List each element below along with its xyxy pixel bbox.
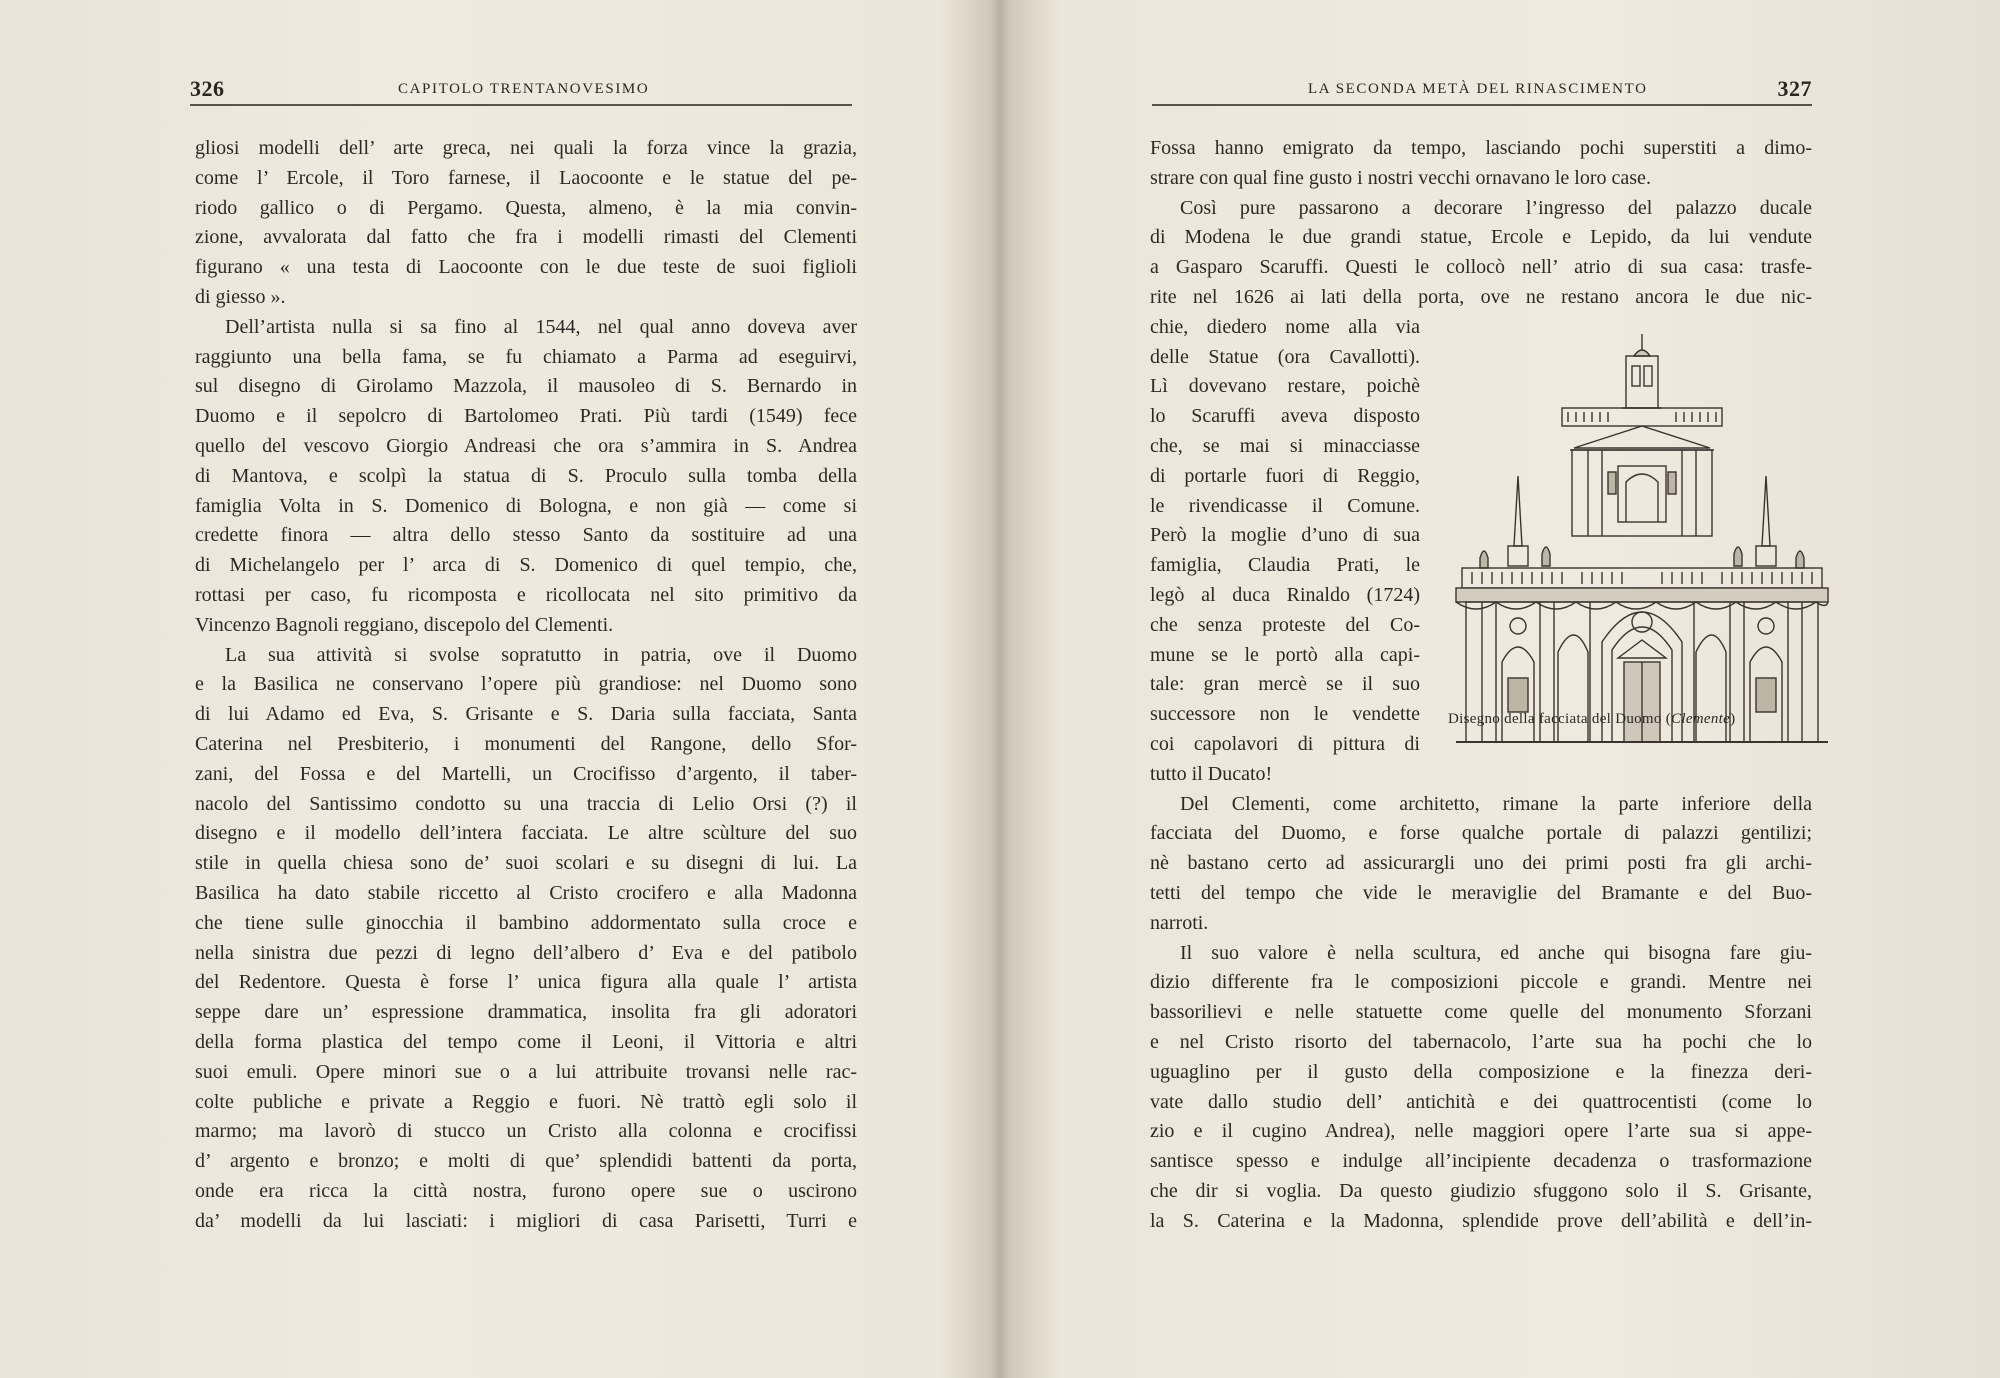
text-line: che senza proteste del Co-	[1150, 613, 1420, 636]
text-line: nè bastano certo ad assicurargli uno dei primi posti fra gli archi-	[1150, 852, 1812, 875]
text-line: da’ modelli da lui lasciati: i migliori di casa Parisetti, Turri e	[195, 1209, 857, 1232]
text-line: famiglia Volta in S. Domenico di Bologna, e non già — come si	[195, 494, 857, 517]
text-line: Dell’artista nulla si sa fino al 1544, nel qual anno doveva aver	[225, 315, 857, 338]
text-line: santisce spesso e indulge all’incipiente decadenza o trasformazione	[1150, 1150, 1812, 1173]
text-line: di lui Adamo ed Eva, S. Grisante e S. Daria sulla facciata, Santa	[195, 703, 857, 726]
text-line: suoi emuli. Opere minori sue o a lui attribuite trovansi nelle rac-	[195, 1060, 857, 1083]
caption-author: Clemente	[1671, 711, 1731, 727]
text-line: rottasi per caso, fu ricomposta e ricollocata nel sito primitivo da	[195, 583, 857, 606]
text-line: tale: gran mercè se il suo	[1150, 673, 1420, 696]
caption-close: )	[1730, 711, 1736, 727]
text-line: delle Statue (ora Cavallotti).	[1150, 345, 1420, 368]
text-line: facciata del Duomo, e forse qualche portale di palazzi gentilizi;	[1150, 822, 1812, 845]
text-line: che tiene sulle ginocchia il bambino addormentato sulla croce e	[195, 911, 857, 934]
left-body-text	[195, 134, 857, 1236]
text-line: zione, avvalorata dal fatto che fra i modelli rimasti del Clementi	[195, 226, 857, 249]
text-line: raggiunto una bella fama, se fu chiamato a Parma ad eseguirvi,	[195, 345, 857, 368]
caption-text: Disegno della facciata del Duomo (	[1448, 711, 1672, 727]
text-line: di portarle fuori di Reggio,	[1150, 464, 1420, 487]
right-running-header	[1152, 76, 1812, 106]
text-line: del Redentore. Questa è forse l’ unica figura alla quale l’ artista	[195, 971, 857, 994]
text-line: successore non le vendette	[1150, 703, 1420, 726]
right-running-head: LA SECONDA METÀ DEL RINASCIMENTO	[1308, 81, 1648, 97]
text-line: figurano « una testa di Laocoonte con le due teste de suoi figlioli	[195, 256, 857, 279]
text-line: Vincenzo Bagnoli reggiano, discepolo del Clementi.	[195, 613, 614, 636]
text-line: di giesso ».	[195, 285, 286, 308]
text-line: famiglia, Claudia Prati, le	[1150, 554, 1420, 577]
left-running-head: CAPITOLO TRENTANOVESIMO	[398, 81, 650, 97]
text-line: coi capolavori di pittura di	[1150, 732, 1420, 755]
text-line: narroti.	[1150, 911, 1209, 934]
text-line: rite nel 1626 ai lati della porta, ove ne restano ancora le due nic-	[1150, 285, 1812, 308]
text-line: Duomo e il sepolcro di Bartolomeo Prati. Più tardi (1549) fece	[195, 405, 857, 428]
text-line: uguaglino per il gusto della composizione e la finezza deri-	[1150, 1060, 1812, 1083]
text-line: la S. Caterina e la Madonna, splendide prove dell’abilità e dell’in-	[1150, 1209, 1812, 1232]
text-line: seppe dare un’ espressione drammatica, insolita fra gli adoratori	[195, 1001, 857, 1024]
text-line: Del Clementi, come architetto, rimane la parte inferiore della	[1180, 792, 1812, 815]
text-line: chie, diedero nome alla via	[1150, 315, 1420, 338]
text-line: gliosi modelli dell’ arte greca, nei quali la forza vince la grazia,	[195, 137, 857, 159]
text-line: a Gasparo Scaruffi. Questi le collocò nell’ atrio di sua casa: trasfe-	[1150, 256, 1812, 279]
text-line: riodo gallico o di Pergamo. Questa, almeno, è la mia convin-	[195, 196, 857, 219]
text-line: Basilica ha dato stabile riccetto al Cristo crocifero e alla Madonna	[195, 881, 857, 904]
text-line: di Modena le due grandi statue, Ercole e Lepido, da lui vendute	[1150, 226, 1812, 249]
text-line: e la Basilica ne conservano l’opere più grandiose: nel Duomo sono	[195, 673, 857, 696]
text-line: Lì dovevano restare, poichè	[1150, 375, 1420, 398]
text-line: onde era ricca la città nostra, furono opere sue o uscirono	[195, 1179, 857, 1202]
text-line: strare con qual fine gusto i nostri vecchi ornavano le loro case.	[1150, 166, 1651, 189]
text-line: Così pure passarono a decorare l’ingresso del palazzo ducale	[1180, 196, 1812, 219]
text-line: di Mantova, e scolpì la statua di S. Proculo sulla tomba della	[195, 464, 857, 487]
text-line: quello del vescovo Giorgio Andreasi che ora s’ammira in S. Andrea	[195, 434, 857, 457]
cathedral-facade-illustration	[1442, 326, 1832, 746]
text-line: credette finora — altra dello stesso Santo da sostituire ad una	[195, 524, 857, 547]
text-line: legò al duca Rinaldo (1724)	[1150, 583, 1420, 606]
text-line: bassorilievi e nelle statuette come quelle del monumento Sforzani	[1150, 1001, 1812, 1024]
text-line: sul disegno di Girolamo Mazzola, il mausoleo di S. Bernardo in	[195, 375, 857, 398]
text-line: che, se mai si minacciasse	[1150, 434, 1420, 457]
text-line: Il suo valore è nella scultura, ed anche qui bisogna fare giu-	[1180, 941, 1812, 964]
text-line: Fossa hanno emigrato da tempo, lasciando pochi superstiti a dimo-	[1150, 137, 1812, 159]
text-line: vate dallo studio dell’ antichità e dei quattrocentisti (come lo	[1150, 1090, 1812, 1113]
text-line: tetti del tempo che vide le meraviglie del Bramante e del Buo-	[1150, 881, 1812, 904]
text-line: lo Scaruffi aveva disposto	[1150, 405, 1420, 428]
figure-caption	[1448, 711, 1828, 728]
left-running-header	[190, 76, 852, 106]
text-line: nella sinistra due pezzi di legno dell’albero d’ Eva e del patibolo	[195, 941, 857, 964]
left-page	[0, 0, 990, 1378]
text-line: mune se le portò alla capi-	[1150, 643, 1420, 666]
text-line: La sua attività si svolse sopratutto in patria, ove il Duomo	[225, 643, 857, 666]
text-line: che dir si voglia. Da questo giudizio sfuggono solo il S. Grisante,	[1150, 1179, 1812, 1202]
text-line: disegno e il modello dell’intera facciata. Le altre scùlture del suo	[195, 822, 857, 845]
text-line: le rivendicasse il Comune.	[1150, 494, 1420, 517]
text-line: dizio differente fra le composizioni piccole e grandi. Mentre nei	[1150, 971, 1812, 994]
text-line: Però la moglie d’uno di sua	[1150, 524, 1420, 547]
text-line: di Michelangelo per l’ arca di S. Domenico di quel tempio, che,	[195, 554, 857, 577]
text-line: e nel Cristo risorto del tabernacolo, l’arte sua ha pochi che lo	[1150, 1030, 1812, 1053]
text-line: della forma plastica del tempo come il Leoni, il Vittoria e altri	[195, 1030, 857, 1053]
right-page-number: 327	[1777, 76, 1812, 101]
text-line: marmo; ma lavorò di stucco un Cristo alla colonna e crocifissi	[195, 1120, 857, 1143]
text-line: d’ argento e bronzo; e molti di que’ splendidi battenti da porta,	[195, 1150, 857, 1173]
text-line: zani, del Fossa e del Martelli, un Crocifisso d’argento, il taber-	[195, 762, 857, 785]
text-line: zio e il cugino Andrea), nelle maggiori opere l’arte sua si appe-	[1150, 1120, 1812, 1143]
text-line: stile in quella chiesa sono de’ suoi scolari e su disegni di lui. La	[195, 852, 857, 875]
right-page	[1000, 0, 2000, 1378]
text-line: colte publiche e private a Reggio e fuori. Nè trattò egli solo il	[195, 1090, 857, 1113]
text-line: nacolo del Santissimo condotto su una traccia di Lelio Orsi (?) il	[195, 792, 857, 815]
text-line: come l’ Ercole, il Toro farnese, il Laocoonte e le statue del pe-	[195, 166, 857, 189]
text-line: tutto il Ducato!	[1150, 762, 1273, 785]
left-page-number: 326	[190, 76, 225, 101]
text-line: Caterina nel Presbiterio, i monumenti del Rangone, dello Sfor-	[195, 732, 857, 755]
